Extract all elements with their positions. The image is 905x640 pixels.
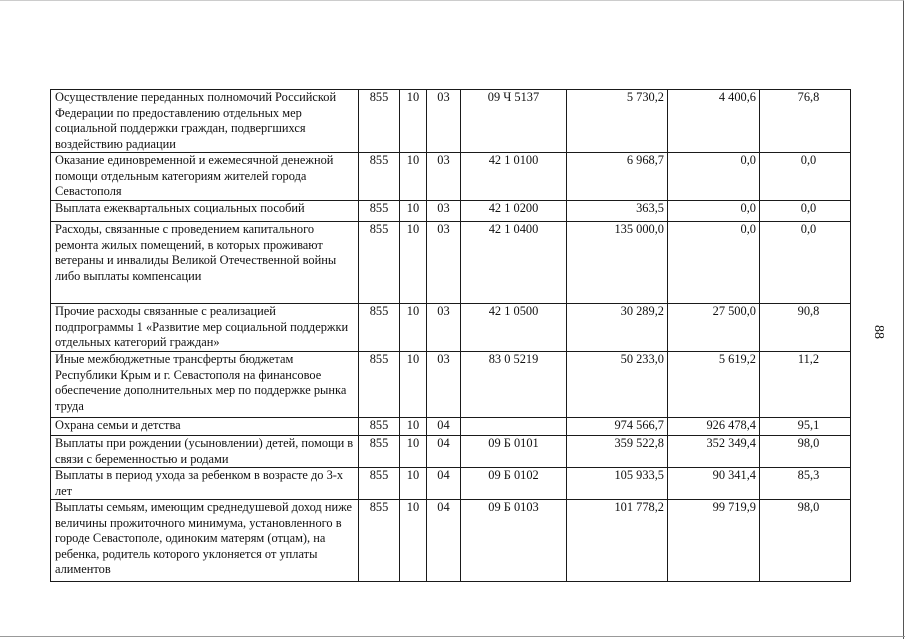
planned-amount-cell: 974 566,7 [567,418,668,436]
department-code-cell: 855 [359,90,400,153]
expense-name-cell: Прочие расходы связанные с реализацией подпрограммы 1 «Развитие мер социальной поддержки отдельных категорий граждан» [51,304,359,352]
target-article-cell: 42 1 0100 [461,153,567,201]
department-code-cell: 855 [359,222,400,304]
department-code-cell: 855 [359,153,400,201]
execution-percent-cell: 85,3 [760,468,851,500]
planned-amount-cell: 30 289,2 [567,304,668,352]
target-article-cell: 42 1 0400 [461,222,567,304]
expense-name-cell: Осуществление переданных полномочий Российской Федерации по предоставлению отдельных мер социальной поддержки граждан, подвергшихся воздействию радиации [51,90,359,153]
section-code-cell: 10 [400,222,427,304]
actual-amount-cell: 352 349,4 [668,436,760,468]
actual-amount-cell: 0,0 [668,201,760,222]
execution-percent-cell: 0,0 [760,201,851,222]
subsection-code-cell: 04 [427,500,461,582]
section-code-cell: 10 [400,90,427,153]
execution-percent-cell: 0,0 [760,222,851,304]
expense-name-cell: Иные межбюджетные трансферты бюджетам Республики Крым и г. Севастополя на финансовое обеспечение дополнительных мер по поддержке рынка труда [51,352,359,418]
section-code-cell: 10 [400,436,427,468]
subsection-code-cell: 04 [427,468,461,500]
section-code-cell: 10 [400,304,427,352]
execution-percent-cell: 98,0 [760,436,851,468]
subsection-code-cell: 03 [427,153,461,201]
target-article-cell: 42 1 0200 [461,201,567,222]
target-article-cell: 09 Ч 5137 [461,90,567,153]
table-row [51,500,851,582]
target-article-cell: 42 1 0500 [461,304,567,352]
actual-amount-cell: 0,0 [668,222,760,304]
planned-amount-cell: 359 522,8 [567,436,668,468]
execution-percent-cell: 98,0 [760,500,851,582]
subsection-code-cell: 04 [427,436,461,468]
target-article-cell [461,418,567,436]
execution-percent-cell: 76,8 [760,90,851,153]
actual-amount-cell: 27 500,0 [668,304,760,352]
actual-amount-cell: 5 619,2 [668,352,760,418]
section-code-cell: 10 [400,418,427,436]
table-row [51,90,851,153]
subsection-code-cell: 03 [427,201,461,222]
expense-name-cell: Выплаты при рождении (усыновлении) детей, помощи в связи с беременностью и родами [51,436,359,468]
department-code-cell: 855 [359,352,400,418]
actual-amount-cell: 4 400,6 [668,90,760,153]
planned-amount-cell: 101 778,2 [567,500,668,582]
expense-name-cell: Выплаты семьям, имеющим среднедушевой доход ниже величины прожиточного минимума, установленного в городе Севастополе, одиноким матерям (отцам), на ребенка, родитель которого уклоняется от уплаты алиментов [51,500,359,582]
planned-amount-cell: 5 730,2 [567,90,668,153]
planned-amount-cell: 135 000,0 [567,222,668,304]
table-row [51,436,851,468]
execution-percent-cell: 95,1 [760,418,851,436]
subsection-code-cell: 03 [427,304,461,352]
section-code-cell: 10 [400,352,427,418]
execution-percent-cell: 0,0 [760,153,851,201]
table-row [51,468,851,500]
section-code-cell: 10 [400,468,427,500]
department-code-cell: 855 [359,468,400,500]
scan-artifact-line [0,636,905,637]
section-code-cell: 10 [400,500,427,582]
expense-name-cell: Выплаты в период ухода за ребенком в возрасте до 3-х лет [51,468,359,500]
expense-name-cell: Выплата ежеквартальных социальных пособий [51,201,359,222]
table-row [51,201,851,222]
planned-amount-cell: 363,5 [567,201,668,222]
expense-name-cell: Расходы, связанные с проведением капитального ремонта жилых помещений, в которых проживают ветераны и инвалиды Великой Отечественной войны либо выплаты компенсации [51,222,359,304]
department-code-cell: 855 [359,201,400,222]
target-article-cell: 09 Б 0102 [461,468,567,500]
actual-amount-cell: 926 478,4 [668,418,760,436]
actual-amount-cell: 0,0 [668,153,760,201]
execution-percent-cell: 11,2 [760,352,851,418]
target-article-cell: 09 Б 0103 [461,500,567,582]
planned-amount-cell: 105 933,5 [567,468,668,500]
department-code-cell: 855 [359,500,400,582]
execution-percent-cell: 90,8 [760,304,851,352]
budget-expenditure-table [50,89,851,582]
target-article-cell: 09 Б 0101 [461,436,567,468]
table-row [51,352,851,418]
planned-amount-cell: 50 233,0 [567,352,668,418]
subsection-code-cell: 03 [427,352,461,418]
planned-amount-cell: 6 968,7 [567,153,668,201]
table-row [51,304,851,352]
page-number: 88 [871,325,886,339]
department-code-cell: 855 [359,436,400,468]
table-row [51,418,851,436]
section-code-cell: 10 [400,153,427,201]
table-row [51,153,851,201]
table-row [51,222,851,304]
subsection-code-cell: 03 [427,90,461,153]
section-code-cell: 10 [400,201,427,222]
target-article-cell: 83 0 5219 [461,352,567,418]
actual-amount-cell: 90 341,4 [668,468,760,500]
expense-name-cell: Охрана семьи и детства [51,418,359,436]
department-code-cell: 855 [359,418,400,436]
expense-name-cell: Оказание единовременной и ежемесячной денежной помощи отдельным категориям жителей города Севастополя [51,153,359,201]
actual-amount-cell: 99 719,9 [668,500,760,582]
subsection-code-cell: 03 [427,222,461,304]
department-code-cell: 855 [359,304,400,352]
subsection-code-cell: 04 [427,418,461,436]
